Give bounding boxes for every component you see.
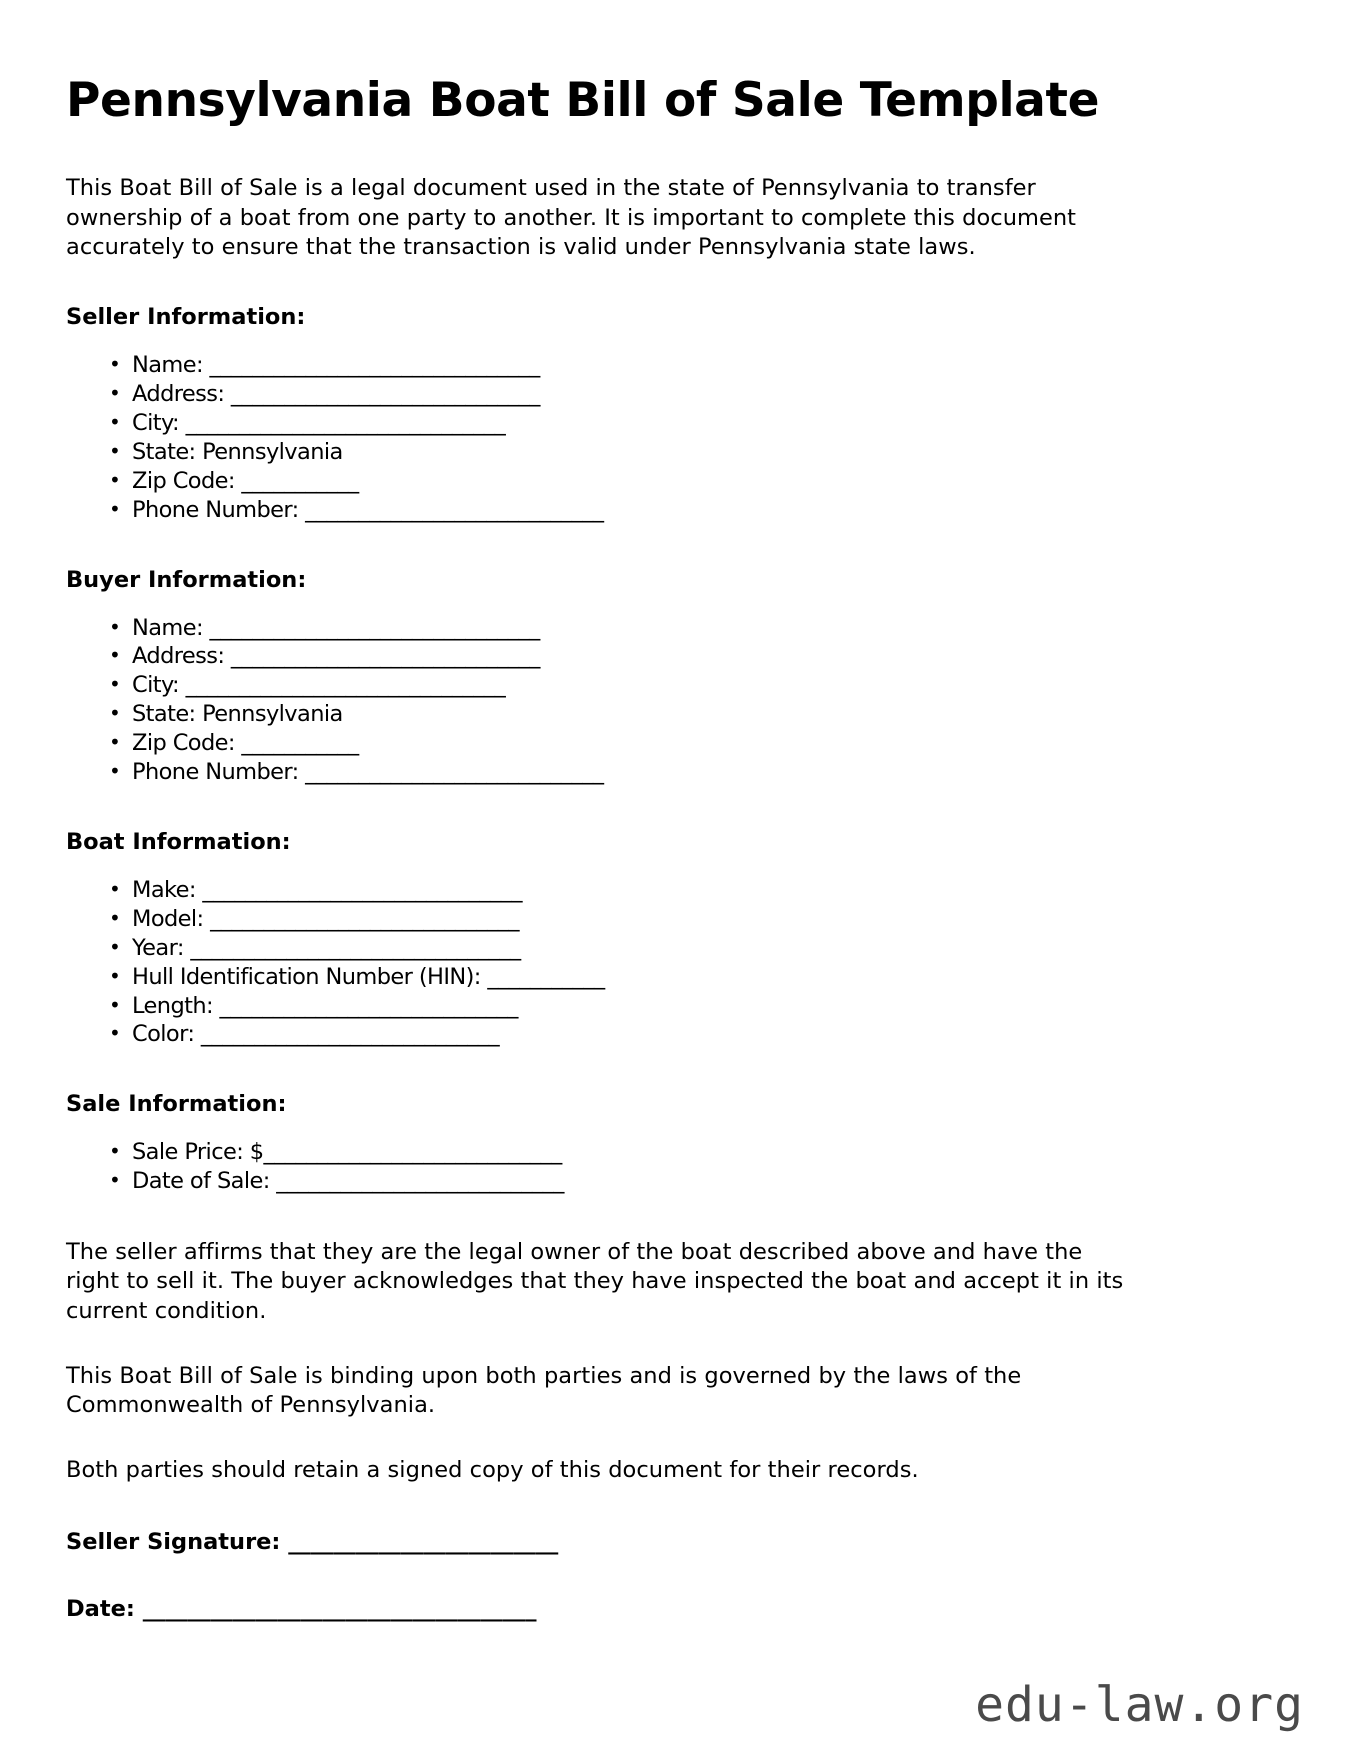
field-text: Phone Number: ____________________________ — [132, 496, 604, 523]
bullet-icon: • — [109, 352, 121, 377]
field-text: City: ______________________________ — [132, 672, 506, 699]
bullet-icon: • — [109, 876, 121, 901]
list-item — [107, 729, 1134, 758]
bullet-icon: • — [109, 992, 121, 1017]
list-item — [107, 905, 1134, 934]
watermark: edu-law.org — [975, 1677, 1304, 1733]
buyer-information-heading: Buyer Information: — [66, 566, 307, 593]
bullet-icon: • — [109, 643, 121, 668]
bullet-icon: • — [109, 934, 121, 959]
bullet-icon: • — [109, 730, 121, 755]
bullet-icon: • — [109, 1021, 121, 1046]
list-item — [107, 992, 1134, 1021]
list-item — [107, 1138, 1134, 1167]
bullet-icon: • — [109, 467, 121, 492]
field-text: Hull Identification Number (HIN): ___________ — [132, 963, 605, 990]
list-item — [107, 671, 1134, 700]
bullet-icon: • — [109, 614, 121, 639]
field-text: Address: _____________________________ — [132, 380, 540, 407]
field-text: Length: ____________________________ — [132, 992, 518, 1019]
closing-paragraph-2: This Boat Bill of Sale is binding upon both parties and is governed by the laws of the Commonwealth of Pennsylvania. — [66, 1362, 1022, 1419]
closing-paragraph-1: The seller affirms that they are the legal owner of the boat described above and have the right to sell it. The buyer acknowledges that they have inspected the boat and accept it in its current condition. — [66, 1239, 1124, 1324]
bullet-icon: • — [109, 905, 121, 930]
closing-paragraph-3: Both parties should retain a signed copy of this document for their records. — [66, 1457, 919, 1484]
list-item — [107, 700, 1134, 729]
bullet-icon: • — [109, 1168, 121, 1193]
list-item — [107, 614, 1134, 643]
list-item — [107, 496, 1134, 525]
seller-information-heading: Seller Information: — [66, 304, 306, 331]
field-text: Model: _____________________________ — [132, 905, 519, 932]
sale-information-fields — [66, 1138, 1134, 1196]
bullet-icon: • — [109, 380, 121, 405]
list-item — [107, 758, 1134, 787]
list-item — [107, 642, 1134, 671]
bullet-icon: • — [109, 759, 121, 784]
list-item — [107, 1167, 1134, 1196]
sale-information-heading: Sale Information: — [66, 1091, 287, 1118]
field-text: State: Pennsylvania — [132, 438, 343, 465]
field-text: Color: ____________________________ — [132, 1021, 500, 1048]
bullet-icon: • — [109, 672, 121, 697]
field-text: Address: _____________________________ — [132, 643, 540, 670]
bullet-icon: • — [109, 496, 121, 521]
bullet-icon: • — [109, 438, 121, 463]
field-text: Name: _______________________________ — [132, 352, 540, 379]
list-item — [107, 380, 1134, 409]
list-item — [107, 351, 1134, 380]
list-item — [107, 467, 1134, 496]
field-text: Phone Number: ____________________________ — [132, 759, 604, 786]
boat-information-heading: Boat Information: — [66, 828, 291, 855]
seller-signature-line: Seller Signature: ________________________ — [66, 1528, 559, 1555]
bullet-icon: • — [109, 963, 121, 988]
date-line: Date: ___________________________________ — [66, 1595, 537, 1622]
list-item — [107, 438, 1134, 467]
field-text: State: Pennsylvania — [132, 701, 343, 728]
bullet-icon: • — [109, 1139, 121, 1164]
field-text: Name: _______________________________ — [132, 614, 540, 641]
field-text: Make: ______________________________ — [132, 876, 522, 903]
buyer-information-fields — [66, 614, 1134, 787]
seller-information-fields — [66, 351, 1134, 524]
field-text: Zip Code: ___________ — [132, 467, 359, 494]
bullet-icon: • — [109, 701, 121, 726]
page-title: Pennsylvania Boat Bill of Sale Template — [66, 73, 1100, 128]
field-text: Zip Code: ___________ — [132, 730, 359, 757]
field-text: Date of Sale: ___________________________ — [132, 1168, 564, 1195]
field-text: Sale Price: $____________________________ — [132, 1139, 562, 1166]
list-item — [107, 963, 1134, 992]
list-item — [107, 876, 1134, 905]
field-text: Year: _______________________________ — [132, 934, 521, 961]
field-text: City: ______________________________ — [132, 409, 506, 436]
list-item — [107, 1020, 1134, 1049]
list-item — [107, 934, 1134, 963]
list-item — [107, 409, 1134, 438]
document-content — [66, 60, 1134, 1622]
boat-information-fields — [66, 876, 1134, 1049]
bullet-icon: • — [109, 409, 121, 434]
intro-paragraph: This Boat Bill of Sale is a legal document used in the state of Pennsylvania to transfer ownership of a boat from one party to another. It is important to complete this document accurately to ensure that the transaction is valid under Pennsylvania state laws. — [66, 175, 1077, 260]
